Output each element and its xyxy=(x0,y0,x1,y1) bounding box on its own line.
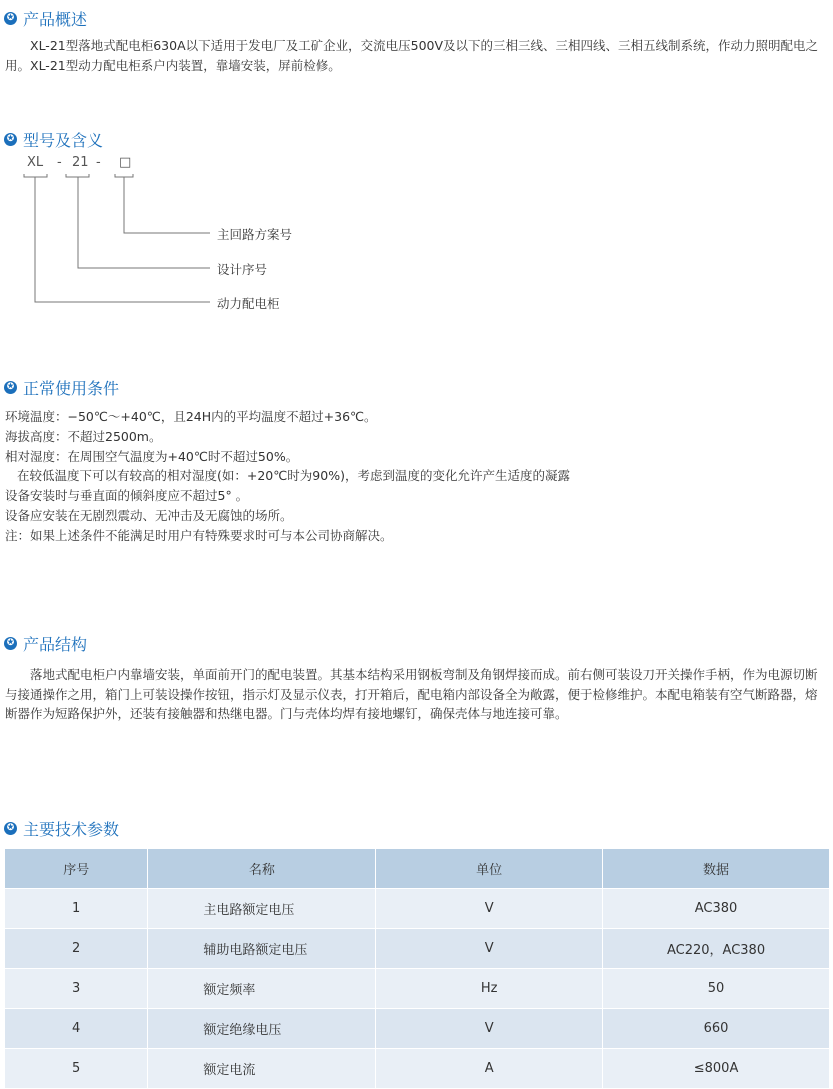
table-cell: AC220，AC380 xyxy=(603,929,830,969)
technical-params-table xyxy=(5,849,830,1089)
table-cell: 660 xyxy=(603,1009,830,1049)
table-cell: 5 xyxy=(5,1049,148,1089)
table-row xyxy=(5,1049,830,1089)
section-title: 型号及含义 xyxy=(23,131,104,150)
section-header-conditions xyxy=(4,376,119,399)
star-badge-icon: ✪ xyxy=(4,637,17,650)
model-desc-scheme: 主回路方案号 xyxy=(217,227,293,242)
condition-item: 相对湿度：在周围空气温度为+40℃时不超过50%。 xyxy=(5,448,299,464)
table-cell: ≤800A xyxy=(603,1049,830,1089)
conditions-list xyxy=(5,407,829,546)
model-bracket-lines xyxy=(0,0,833,320)
condition-item: 注：如果上述条件不能满足时用户有特殊要求时可与本公司协商解决。 xyxy=(5,527,393,543)
table-cell: 辅助电路额定电压 xyxy=(148,929,376,969)
star-badge-icon: ✪ xyxy=(4,381,17,394)
condition-item: 环境温度：−50℃～+40℃，且24H内的平均温度不超过+36℃。 xyxy=(5,409,377,424)
structure-text: 落地式配电柜户内靠墙安装，单面前开门的配电装置。其基本结构采用钢板弯制及角钢焊接而成。前右侧可装设刀开关操作手柄，作为电源切断与接通操作之用，箱门上可装设操作按钮，指示灯及显示仪表，打开箱后，配电箱内部设备全为敞露，便于检修维护。本配电箱装有空气断路器，熔断器作为短路保护外，还装有接触器和热继电器。门与壳体均焊有接地螺钉，确保壳体与地连接可靠。 xyxy=(5,667,818,721)
table-cell: 3 xyxy=(5,969,148,1009)
section-header-structure xyxy=(4,632,87,655)
table-cell: V xyxy=(376,889,603,929)
overview-text: XL-21型落地式配电柜630A以下适用于发电厂及工矿企业，交流电压500V及以下的三相三线、三相四线、三相五线制系统，作动力照明配电之用。XL-21型动力配电柜系户内装置，靠墙安装，屏前检修。 xyxy=(5,38,819,73)
model-code-dash: - xyxy=(57,155,62,170)
model-code-xl: XL xyxy=(27,155,44,170)
table-cell: 额定绝缘电压 xyxy=(148,1009,376,1049)
model-code-dash: - xyxy=(96,155,101,170)
section-title: 主要技术参数 xyxy=(23,820,120,839)
condition-item: 设备安装时与垂直面的倾斜度应不超过5° 。 xyxy=(5,488,249,504)
section-title: 产品概述 xyxy=(23,10,88,29)
section-title: 产品结构 xyxy=(23,635,88,654)
table-cell: V xyxy=(376,1009,603,1049)
table-cell: 4 xyxy=(5,1009,148,1049)
table-cell: 1 xyxy=(5,889,148,929)
star-badge-icon: ✪ xyxy=(4,822,17,835)
column-header: 数据 xyxy=(603,849,830,889)
table-row xyxy=(5,969,830,1009)
star-badge-icon: ✪ xyxy=(4,133,17,146)
section-header-params xyxy=(4,817,119,840)
table-cell: Hz xyxy=(376,969,603,1009)
table-cell: 额定频率 xyxy=(148,969,376,1009)
table-cell: 额定电流 xyxy=(148,1049,376,1089)
table-cell: A xyxy=(376,1049,603,1089)
table-cell: 2 xyxy=(5,929,148,969)
table-cell: V xyxy=(376,929,603,969)
table-cell: AC380 xyxy=(603,889,830,929)
model-code-21: 21 xyxy=(72,155,89,170)
star-badge-icon: ✪ xyxy=(4,12,17,25)
model-desc-design: 设计序号 xyxy=(217,262,268,277)
section-title: 正常使用条件 xyxy=(23,379,120,398)
table-cell: 50 xyxy=(603,969,830,1009)
table-row xyxy=(5,1009,830,1049)
condition-item: 设备应安装在无剧烈震动、无冲击及无腐蚀的场所。 xyxy=(5,507,293,523)
condition-item: 海拔高度：不超过2500m。 xyxy=(5,428,162,444)
model-code-placeholder: □ xyxy=(119,155,132,170)
table-row xyxy=(5,929,830,969)
table-header-row xyxy=(5,849,830,889)
column-header: 单位 xyxy=(376,849,603,889)
table-cell: 主电路额定电压 xyxy=(148,889,376,929)
column-header: 序号 xyxy=(5,849,148,889)
table-row xyxy=(5,889,830,929)
model-desc-cabinet: 动力配电柜 xyxy=(217,296,280,311)
condition-item: 在较低温度下可以有较高的相对湿度(如：+20℃时为90%)，考虑到温度的变化允许产生适度的凝露 xyxy=(17,468,570,484)
structure-paragraph xyxy=(5,665,829,724)
column-header: 名称 xyxy=(148,849,376,889)
